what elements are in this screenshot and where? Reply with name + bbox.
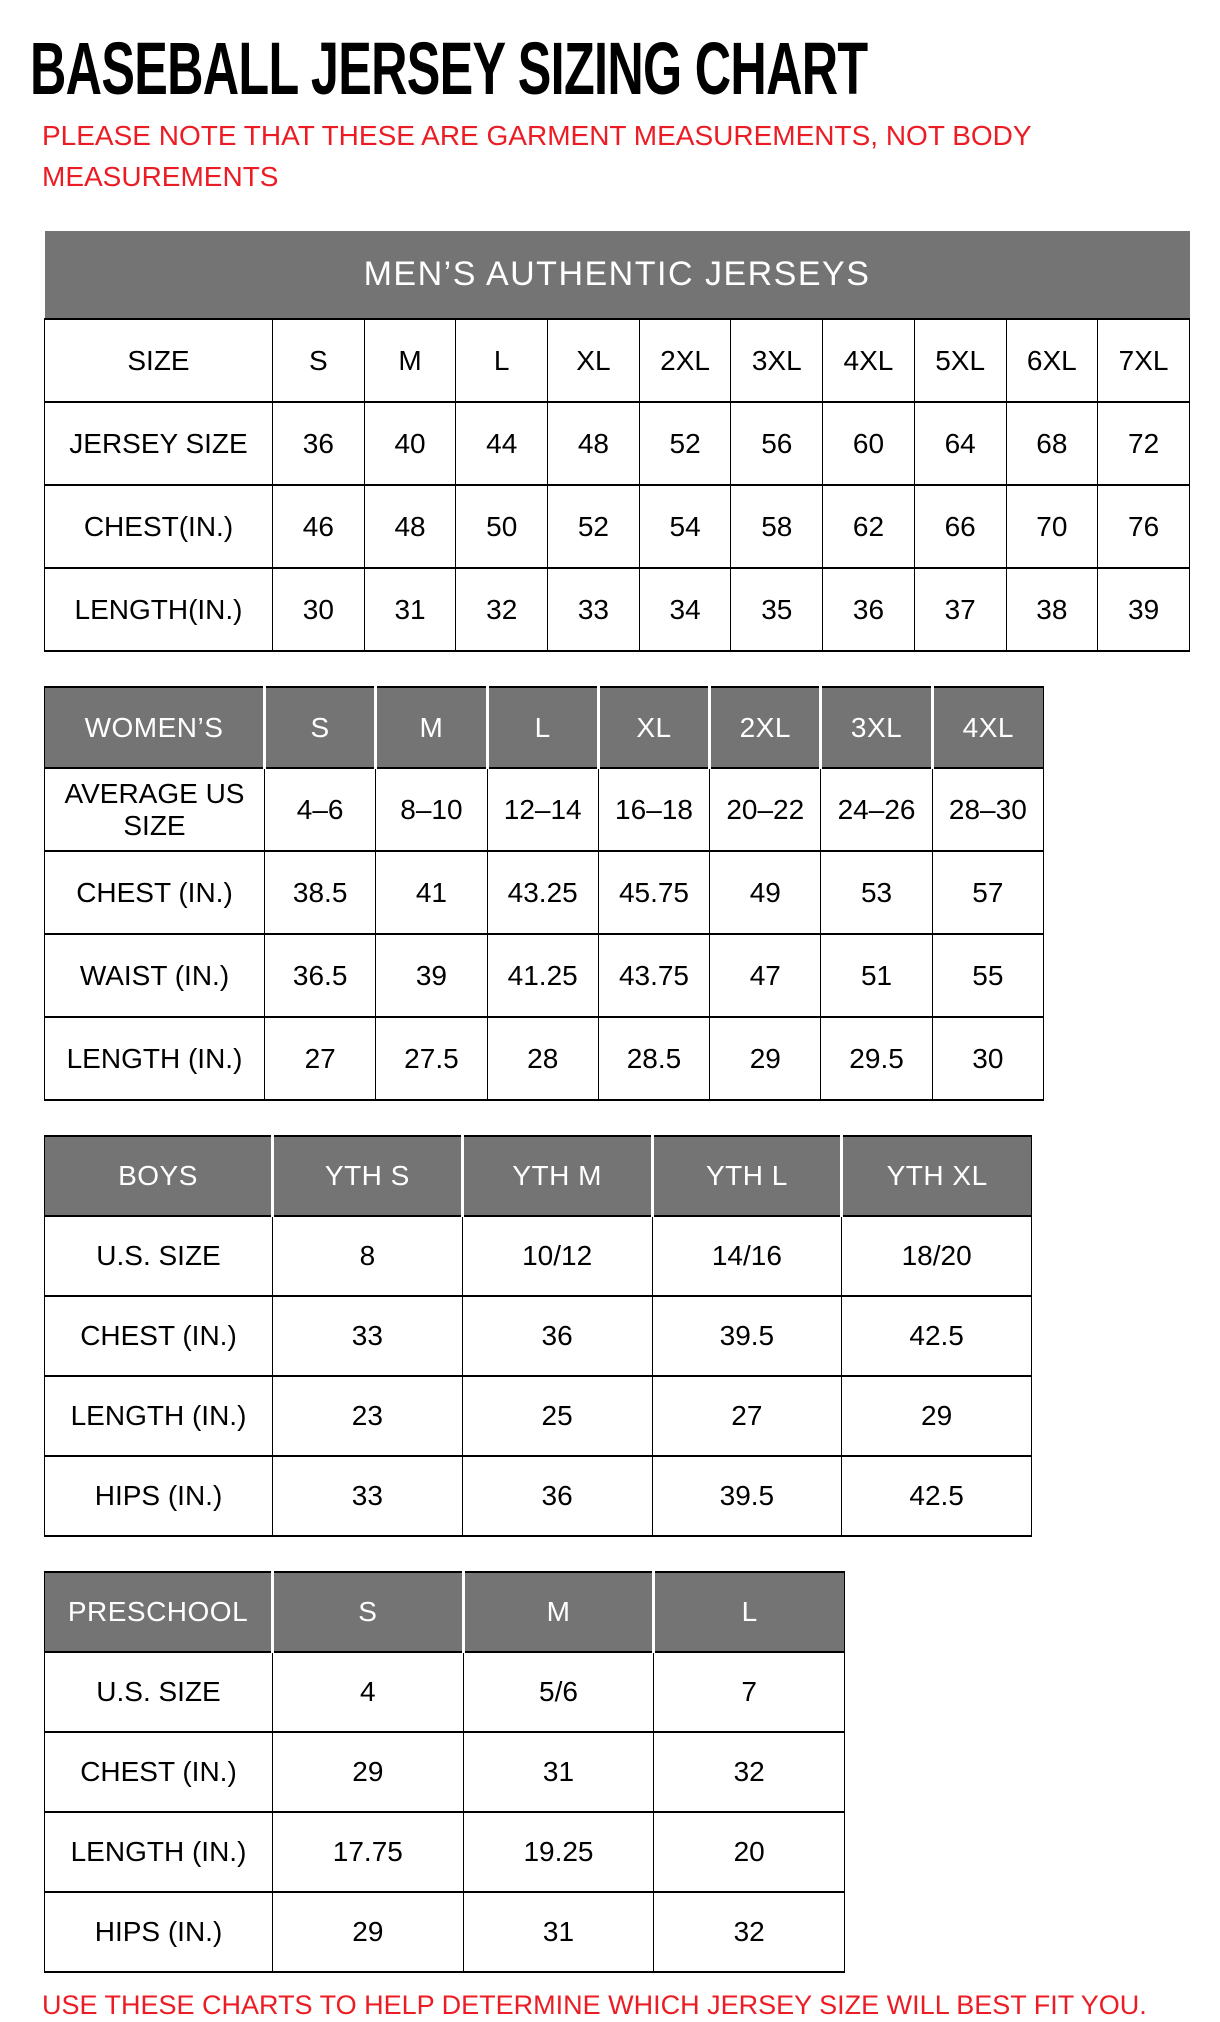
- table-cell: 3XL: [731, 319, 823, 402]
- table-cell: 64: [914, 402, 1006, 485]
- table-cell: 30: [273, 568, 365, 651]
- row-label: LENGTH(IN.): [45, 568, 273, 651]
- table-row: [45, 1456, 1032, 1536]
- table-cell: 38.5: [265, 851, 376, 934]
- table-row: [45, 1892, 845, 1972]
- table-cell: 41.25: [487, 934, 598, 1017]
- table-row: [45, 768, 1044, 851]
- table-cell: 30: [932, 1017, 1043, 1100]
- table-cell: 42.5: [842, 1456, 1032, 1536]
- column-header: YTH L: [652, 1136, 842, 1216]
- table-cell: 39.5: [652, 1456, 842, 1536]
- table-cell: 38: [1006, 568, 1098, 651]
- table-cell: 29: [842, 1376, 1032, 1456]
- column-header: 4XL: [932, 687, 1043, 768]
- table-cell: 57: [932, 851, 1043, 934]
- table-cell: 23: [273, 1376, 463, 1456]
- table-cell: 34: [639, 568, 731, 651]
- column-header: WOMEN’S: [45, 687, 265, 768]
- table-cell: 31: [463, 1732, 654, 1812]
- column-header: YTH XL: [842, 1136, 1032, 1216]
- table-cell: 4–6: [265, 768, 376, 851]
- womens-sizing-table: [44, 686, 1044, 1101]
- column-header: YTH S: [273, 1136, 463, 1216]
- table-cell: 18/20: [842, 1216, 1032, 1296]
- table-cell: 32: [654, 1892, 845, 1972]
- row-label: LENGTH (IN.): [45, 1017, 265, 1100]
- table-cell: 28.5: [598, 1017, 709, 1100]
- table-cell: 36: [273, 402, 365, 485]
- table-cell: 58: [731, 485, 823, 568]
- table-row: [45, 1732, 845, 1812]
- footer-note: USE THESE CHARTS TO HELP DETERMINE WHICH JERSEY SIZE WILL BEST FIT YOU.: [42, 1990, 1147, 2021]
- table-cell: 36: [823, 568, 915, 651]
- table-cell: XL: [548, 319, 640, 402]
- table-cell: 28: [487, 1017, 598, 1100]
- table-cell: 56: [731, 402, 823, 485]
- table-cell: 47: [710, 934, 821, 1017]
- table-row: [45, 568, 1190, 651]
- table-cell: 7XL: [1098, 319, 1190, 402]
- tables-container: [44, 231, 1220, 1973]
- table-cell: 39: [376, 934, 487, 1017]
- table-cell: 50: [456, 485, 548, 568]
- boys-sizing-table: [44, 1135, 1032, 1537]
- table-cell: 27.5: [376, 1017, 487, 1100]
- table-cell: 36: [462, 1296, 652, 1376]
- table-cell: 60: [823, 402, 915, 485]
- row-label: CHEST (IN.): [45, 851, 265, 934]
- table-cell: 62: [823, 485, 915, 568]
- row-label: WAIST (IN.): [45, 934, 265, 1017]
- column-header: 2XL: [710, 687, 821, 768]
- table-cell: 33: [548, 568, 640, 651]
- column-header: 3XL: [821, 687, 932, 768]
- column-header: S: [273, 1572, 464, 1652]
- table-cell: 8: [273, 1216, 463, 1296]
- table-cell: 42.5: [842, 1296, 1032, 1376]
- table-cell: 53: [821, 851, 932, 934]
- table-cell: 31: [364, 568, 456, 651]
- table-cell: 45.75: [598, 851, 709, 934]
- table-cell: 37: [914, 568, 1006, 651]
- table-cell: 52: [548, 485, 640, 568]
- row-label: SIZE: [45, 319, 273, 402]
- table-cell: 31: [463, 1892, 654, 1972]
- table-cell: 6XL: [1006, 319, 1098, 402]
- table-banner: [45, 231, 1190, 319]
- table-cell: 29: [710, 1017, 821, 1100]
- column-header: L: [487, 687, 598, 768]
- table-row: [45, 402, 1190, 485]
- table-cell: M: [364, 319, 456, 402]
- column-header: S: [265, 687, 376, 768]
- table-cell: 29.5: [821, 1017, 932, 1100]
- table-cell: 51: [821, 934, 932, 1017]
- table-cell: 66: [914, 485, 1006, 568]
- table-cell: 28–30: [932, 768, 1043, 851]
- column-header: YTH M: [462, 1136, 652, 1216]
- table-row: [45, 1376, 1032, 1456]
- table-cell: 68: [1006, 402, 1098, 485]
- table-row: [45, 485, 1190, 568]
- table-cell: 36: [462, 1456, 652, 1536]
- table-cell: 16–18: [598, 768, 709, 851]
- table-cell: 33: [273, 1296, 463, 1376]
- table-cell: 4XL: [823, 319, 915, 402]
- table-cell: 5/6: [463, 1652, 654, 1732]
- row-label: HIPS (IN.): [45, 1456, 273, 1536]
- row-label: JERSEY SIZE: [45, 402, 273, 485]
- table-cell: 32: [654, 1732, 845, 1812]
- column-header: BOYS: [45, 1136, 273, 1216]
- table-row: [45, 319, 1190, 402]
- row-label: CHEST (IN.): [45, 1296, 273, 1376]
- table-cell: 54: [639, 485, 731, 568]
- table-cell: 70: [1006, 485, 1098, 568]
- table-cell: 17.75: [273, 1812, 464, 1892]
- table-cell: 29: [273, 1732, 464, 1812]
- table-cell: 19.25: [463, 1812, 654, 1892]
- row-label: U.S. SIZE: [45, 1216, 273, 1296]
- table-cell: 20–22: [710, 768, 821, 851]
- table-cell: 41: [376, 851, 487, 934]
- table-cell: 72: [1098, 402, 1190, 485]
- table-header-row: [45, 687, 1044, 768]
- column-header: M: [376, 687, 487, 768]
- page-title: BASEBALL JERSEY SIZING CHART: [30, 27, 868, 110]
- table-cell: 27: [265, 1017, 376, 1100]
- table-cell: 55: [932, 934, 1043, 1017]
- row-label: LENGTH (IN.): [45, 1812, 273, 1892]
- table-cell: 40: [364, 402, 456, 485]
- column-header: XL: [598, 687, 709, 768]
- table-cell: 2XL: [639, 319, 731, 402]
- table-cell: 20: [654, 1812, 845, 1892]
- table-cell: 35: [731, 568, 823, 651]
- table-header-row: [45, 1572, 845, 1652]
- table-cell: 43.75: [598, 934, 709, 1017]
- preschool-sizing-table: [44, 1571, 845, 1973]
- table-cell: 48: [548, 402, 640, 485]
- table-cell: 14/16: [652, 1216, 842, 1296]
- table-cell: 49: [710, 851, 821, 934]
- column-header: M: [463, 1572, 654, 1652]
- table-cell: 39.5: [652, 1296, 842, 1376]
- table-cell: S: [273, 319, 365, 402]
- table-row: [45, 1652, 845, 1732]
- table-cell: 46: [273, 485, 365, 568]
- row-label: AVERAGE US SIZE: [45, 768, 265, 851]
- table-cell: 5XL: [914, 319, 1006, 402]
- table-cell: 52: [639, 402, 731, 485]
- table-cell: 7: [654, 1652, 845, 1732]
- row-label: LENGTH (IN.): [45, 1376, 273, 1456]
- table-cell: 76: [1098, 485, 1190, 568]
- row-label: CHEST(IN.): [45, 485, 273, 568]
- mens-authentic-jerseys-table: [44, 231, 1190, 652]
- table-cell: 25: [462, 1376, 652, 1456]
- row-label: CHEST (IN.): [45, 1732, 273, 1812]
- table-banner-title: MEN’S AUTHENTIC JERSEYS: [45, 231, 1190, 319]
- table-row: [45, 1017, 1044, 1100]
- table-cell: 27: [652, 1376, 842, 1456]
- table-row: [45, 851, 1044, 934]
- table-row: [45, 1216, 1032, 1296]
- table-cell: 29: [273, 1892, 464, 1972]
- garment-measurement-note: PLEASE NOTE THAT THESE ARE GARMENT MEASUREMENTS, NOT BODY MEASUREMENTS: [42, 120, 1032, 192]
- table-row: [45, 1296, 1032, 1376]
- row-label: U.S. SIZE: [45, 1652, 273, 1732]
- table-cell: 48: [364, 485, 456, 568]
- table-row: [45, 934, 1044, 1017]
- table-cell: 10/12: [462, 1216, 652, 1296]
- column-header: L: [654, 1572, 845, 1652]
- table-cell: 33: [273, 1456, 463, 1536]
- table-cell: 43.25: [487, 851, 598, 934]
- table-cell: 36.5: [265, 934, 376, 1017]
- table-cell: 44: [456, 402, 548, 485]
- table-cell: 8–10: [376, 768, 487, 851]
- row-label: HIPS (IN.): [45, 1892, 273, 1972]
- table-cell: 4: [273, 1652, 464, 1732]
- table-header-row: [45, 1136, 1032, 1216]
- column-header: PRESCHOOL: [45, 1572, 273, 1652]
- table-cell: L: [456, 319, 548, 402]
- table-cell: 32: [456, 568, 548, 651]
- table-cell: 39: [1098, 568, 1190, 651]
- table-cell: 24–26: [821, 768, 932, 851]
- table-cell: 12–14: [487, 768, 598, 851]
- table-row: [45, 1812, 845, 1892]
